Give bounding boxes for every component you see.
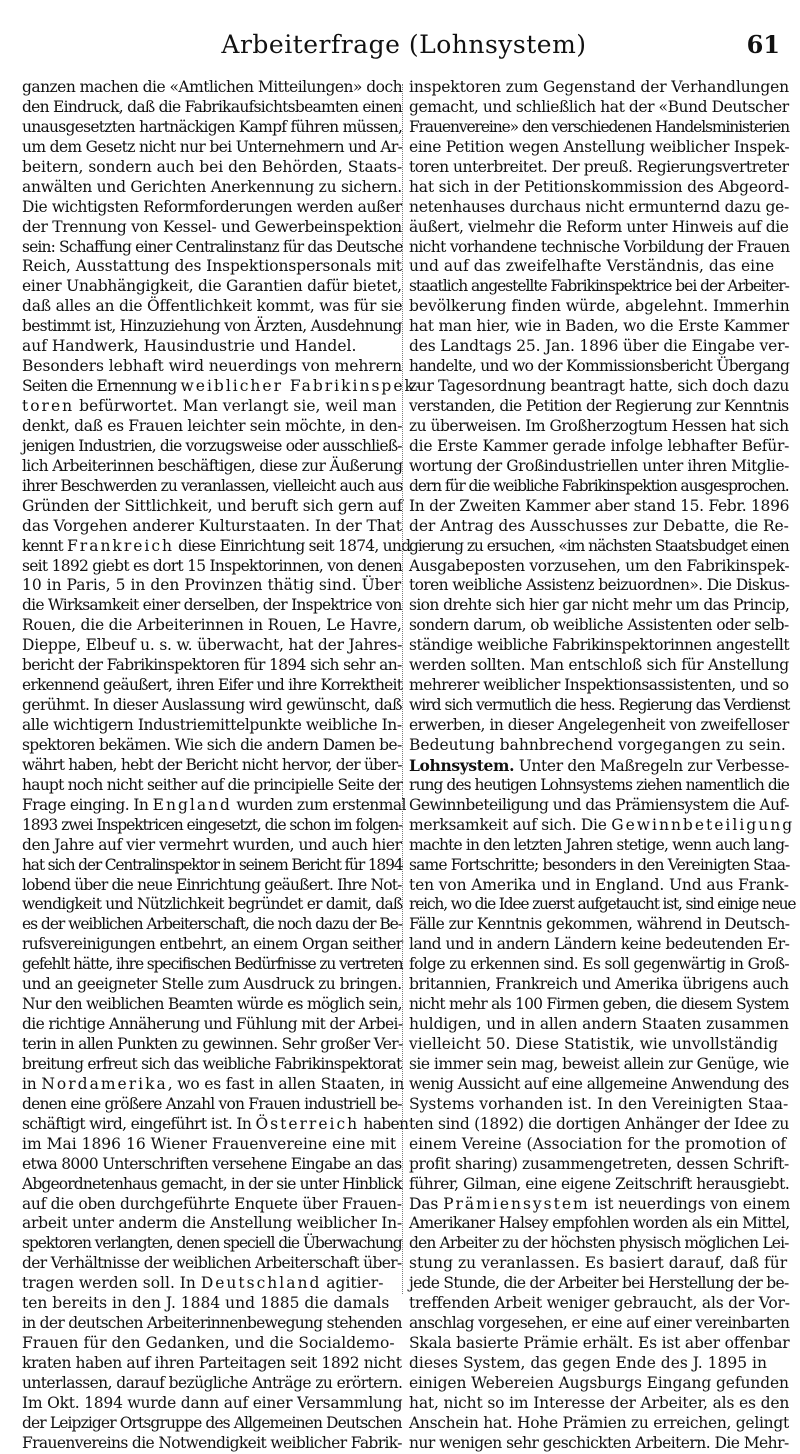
- text-line: mehrerer weiblicher Inspektionsassistenten, und so: [409, 676, 789, 695]
- text-line: erwerben, in dieser Angelegenheit von zweifelloser: [409, 716, 789, 734]
- page-number: 61: [746, 30, 780, 59]
- text-line: bericht der Fabrikinspektoren für 1894 sich sehr an-: [22, 656, 402, 675]
- text-line: führer, Gilman, eine eigene Zeitschrift herausgiebt.: [409, 1174, 790, 1193]
- text-line: Im Okt. 1894 wurde dann auf einer Versammlung: [22, 1393, 403, 1412]
- text-line: same Fortschritte; besonders in den Vereinigten Staa-: [409, 855, 790, 874]
- emphasized-term: Nordamerika: [41, 1074, 168, 1093]
- text-line: einem Vereine (Association for the promotion of: [409, 1134, 787, 1153]
- text-line: gefehlt hätte, ihre specifischen Bedürfnisse zu vertreten: [22, 955, 403, 974]
- running-title: Arbeiterfrage (Lohnsystem): [221, 30, 587, 59]
- text-line: toren unterbreitet. Der preuß. Regierungsvertreter: [409, 157, 789, 176]
- left-text-column: [22, 78, 423, 1454]
- text-line: den Arbeiter zu der höchsten physisch möglichen Lei-: [409, 1234, 789, 1253]
- emphasized-term: Deutschland: [200, 1274, 322, 1293]
- text-line: seit 1892 giebt es dort 15 Inspektorinnen, von denen: [22, 556, 402, 575]
- text-line: es der weiblichen Arbeiterschaft, die noch dazu der Be-: [22, 915, 402, 934]
- text-line: netenhauses durchaus nicht ermunternd dazu ge-: [409, 197, 790, 216]
- text-line: Gewinnbeteiligung und das Prämiensystem die Auf-: [409, 795, 789, 814]
- text-line: zu überweisen. Im Großherzogtum Hessen hat sich: [409, 416, 789, 435]
- text-line: Anschein hat. Hohe Prämien zu erreichen, gelingt: [409, 1413, 789, 1432]
- text-line: machte in den letzten Jahren stetige, wenn auch lang-: [409, 835, 789, 854]
- text-line: und an geeigneter Stelle zum Ausdruck zu bringen.: [22, 975, 402, 994]
- text-line: anwälten und Gerichten Anerkennung zu sichern.: [22, 177, 402, 196]
- text-line: britannien, Frankreich und Amerika übrigens auch: [409, 975, 789, 994]
- text-line: haupt noch nicht seither auf die principielle Seite der: [22, 775, 403, 794]
- text-line: hat sich in der Petitionskommission des Abgeord-: [409, 177, 789, 196]
- text-line: anschlag vorgesehen, er eine auf einer vereinbarten: [409, 1314, 790, 1333]
- text-line: kennt Frankreich diese Einrichtung seit 1874, und: [22, 536, 411, 555]
- text-line: Frauen für den Gedanken, und die Socialdemo-: [22, 1334, 395, 1353]
- text-line: unausgesetzten hartnäckigen Kampf führen müssen,: [22, 117, 403, 136]
- text-line: ihrer Beschwerden zu veranlassen, vielleicht auch aus: [22, 476, 403, 495]
- text-line: der Leipziger Ortsgruppe des Allgemeinen Deutschen: [22, 1413, 402, 1432]
- text-line: arbeit unter anderm die Anstellung weiblicher In-: [22, 1214, 402, 1233]
- text-line: in Nordamerika, wo es fast in allen Staaten, in: [22, 1074, 405, 1093]
- text-line: 1893 zwei Inspektricen eingesetzt, die schon im folgen-: [22, 815, 403, 834]
- text-line: terin in allen Punkten zu gewinnen. Sehr großer Ver-: [22, 1035, 403, 1053]
- emphasized-term: Prämiensystem: [443, 1194, 590, 1213]
- text-line: Abgeordnetenhaus gemacht, in der sie unter Hinblick: [22, 1174, 402, 1193]
- emphasized-term: England: [152, 795, 232, 814]
- text-line: jenigen Industrien, die vorzugsweise oder ausschließ-: [22, 436, 402, 455]
- text-line: 10 in Paris, 5 in den Provinzen thätig sind. Über: [22, 576, 402, 595]
- text-line: Fälle zur Kenntnis gekommen, während in Deutsch-: [409, 915, 790, 934]
- text-line: Ausgabeposten vorzusehen, um den Fabrikinspek-: [409, 556, 790, 575]
- text-line: wird sich vermutlich die hess. Regierung das Verdienst: [409, 696, 790, 715]
- text-line: vielleicht 50. Diese Statistik, wie unvollständig: [409, 1035, 779, 1053]
- text-line: ständige weibliche Fabrikinspektorinnen angestellt: [409, 636, 790, 655]
- text-line: nur wenigen sehr geschickten Arbeitern. Die Mehr-: [409, 1433, 789, 1452]
- text-line: wortung der Großindustriellen unter ihren Mitglie-: [409, 456, 789, 475]
- text-line: gemacht, und schließlich hat der «Bund Deutscher: [409, 97, 789, 116]
- text-line: spektoren verlangten, denen speciell die Überwachung: [22, 1234, 402, 1253]
- text-line: der Verhältnisse der weiblichen Arbeiterschaft über-: [22, 1254, 402, 1273]
- text-line: einigen Webereien Augsburgs Eingang gefunden: [409, 1373, 789, 1392]
- text-line: Gründen der Sittlichkeit, und beruft sich gern auf: [22, 496, 403, 515]
- text-line: merksamkeit auf sich. Die Gewinnbeteiligung: [409, 815, 795, 834]
- text-line: zur Tagesordnung beantragt hatte, sich doch dazu: [409, 377, 790, 396]
- emphasized-term: toren: [22, 397, 75, 415]
- text-line: und auf das zweifelhafte Verständnis, das eine: [409, 257, 775, 276]
- text-line: beitern, sondern auch bei den Behörden, Staats-: [22, 157, 403, 176]
- text-line: auf Handwerk, Hausindustrie und Handel.: [22, 337, 357, 356]
- text-line: bevölkerung finden würde, abgelehnt. Immerhin: [409, 297, 790, 316]
- text-line: hat man hier, wie in Baden, wo die Erste Kammer: [409, 317, 789, 336]
- text-line: ten sind (1892) die dortigen Anhänger der Idee zu: [409, 1114, 790, 1133]
- right-text-column: [409, 78, 796, 1454]
- text-line: Das Prämiensystem ist neuerdings von einem: [409, 1194, 791, 1213]
- text-line: äußert, vielmehr die Reform unter Hinweis auf die: [409, 217, 789, 236]
- text-line: inspektoren zum Gegenstand der Verhandlungen: [409, 78, 790, 96]
- text-line: dieses System, das gegen Ende des J. 1895 in: [409, 1354, 767, 1372]
- text-line: verstanden, die Petition der Regierung zur Kenntnis: [409, 397, 789, 415]
- text-line: hat sich der Centralinspektor in seinem Bericht für 1894: [22, 855, 403, 874]
- text-line: der Antrag des Ausschusses zur Debatte, die Re-: [409, 516, 789, 535]
- text-line: wenig Aussicht auf eine allgemeine Anwendung des: [409, 1074, 789, 1093]
- text-line: ten bereits in den J. 1884 und 1885 die damals: [22, 1294, 390, 1313]
- text-line: Nur den weiblichen Beamten würde es möglich sein,: [22, 995, 402, 1014]
- text-line: etwa 8000 Unterschriften versehene Eingabe an das: [22, 1154, 402, 1173]
- text-line: die Wirksamkeit einer derselben, der Inspektrice von: [22, 596, 402, 615]
- text-line: schäftigt wird, eingeführt ist. In Österreich haben: [22, 1114, 409, 1133]
- text-line: Die wichtigsten Reformforderungen werden außer: [22, 197, 402, 216]
- text-line: kraten haben auf ihren Parteitagen seit 1892 nicht: [22, 1354, 402, 1372]
- text-line: gerühmt. In dieser Auslassung wird gewünscht, daß: [22, 696, 402, 715]
- text-line: eine Petition wegen Anstellung weiblicher Inspek-: [409, 137, 790, 156]
- text-line: toren weibliche Assistenz beizuordnen». Die Diskus-: [409, 576, 790, 595]
- text-line: nicht mehr als 100 Firmen geben, die diesem System: [409, 995, 789, 1014]
- text-line: in der deutschen Arbeiterinnenbewegung stehenden: [22, 1314, 402, 1333]
- text-line: währt haben, hebt der Bericht nicht hervor, der über-: [22, 755, 402, 774]
- text-line: staatlich angestellte Fabrikinspektrice bei der Arbeiter-: [409, 277, 789, 296]
- text-line: nicht vorhandene technische Vorbildung der Frauen: [409, 237, 790, 256]
- text-line: Frauenvereine» den verschiedenen Handelsministerien: [409, 117, 790, 136]
- text-line: unterlassen, darauf bezügliche Anträge zu erörtern.: [22, 1373, 403, 1392]
- text-line: tragen werden soll. In Deutschland agitier-: [22, 1274, 384, 1293]
- text-line: toren befürwortet. Man verlangt sie, weil man: [22, 397, 397, 415]
- text-line: denkt, daß es Frauen leichter sein möchte, in den-: [22, 416, 403, 435]
- text-line: huldigen, und in allen andern Staaten zusammen: [409, 1015, 789, 1034]
- text-line: Lohnsystem. Unter den Maßregeln zur Verbesse-: [409, 755, 790, 775]
- text-line: sein: Schaffung einer Centralinstanz für das Deutsche: [22, 237, 403, 256]
- text-line: In der Zweiten Kammer aber stand 15. Febr. 1896: [409, 496, 790, 515]
- text-line: Rouen, die die Arbeiterinnen in Rouen, Le Havre,: [22, 616, 402, 635]
- text-line: handelte, und wo der Kommissionsbericht Übergang: [409, 357, 790, 376]
- text-line: daß alles an die Öffentlichkeit kommt, was für sie: [22, 297, 403, 316]
- text-line: der Trennung von Kessel- und Gewerbeinspektion: [22, 217, 402, 236]
- text-line: einer Unabhängigkeit, die Garantien dafür bietet,: [22, 277, 402, 296]
- text-line: stung zu veranlassen. Es basiert darauf, daß für: [409, 1254, 788, 1273]
- text-line: die richtige Annäherung und Fühlung mit der Arbei-: [22, 1015, 403, 1034]
- text-line: dern für die weibliche Fabrikinspektion ausgesprochen.: [409, 476, 789, 495]
- text-line: Dieppe, Elbeuf u. s. w. überwacht, hat der Jahres-: [22, 636, 403, 655]
- emphasized-term: Frankreich: [67, 536, 175, 555]
- text-line: Frauenvereins die Notwendigkeit weiblicher Fabrik-: [22, 1433, 402, 1452]
- text-line: sondern darum, ob weibliche Assistenten oder selb-: [409, 616, 789, 635]
- text-line: Systems vorhanden ist. In den Vereinigten Staa-: [409, 1094, 789, 1113]
- text-line: ganzen machen die «Amtlichen Mitteilungen» doch: [22, 78, 403, 96]
- text-line: gierung zu ersuchen, «im nächsten Staatsbudget einen: [409, 536, 789, 555]
- emphasized-term: Österreich: [255, 1114, 360, 1133]
- text-line: ten von Amerika und in England. Und aus Frank-: [409, 875, 789, 894]
- text-line: rung des heutigen Lohnsystems ziehen namentlich die: [409, 775, 789, 794]
- text-line: lich Arbeiterinnen beschäftigen, diese zur Äußerung: [22, 456, 403, 475]
- text-line: folge zu erkennen sind. Es soll gegenwärtig in Groß-: [409, 955, 790, 974]
- text-line: denen eine größere Anzahl von Frauen industriell be-: [22, 1094, 402, 1113]
- text-line: Besonders lebhaft wird neuerdings von mehrern: [22, 357, 403, 376]
- text-line: um dem Gesetz nicht nur bei Unternehmern und Ar-: [22, 137, 403, 156]
- text-line: Seiten die Ernennung weiblicher Fabrikinspek-: [22, 377, 423, 396]
- text-line: breitung erfreut sich das weibliche Fabrikinspektorat: [22, 1054, 402, 1073]
- text-line: Reich, Ausstattung des Inspektionspersonals mit: [22, 257, 402, 276]
- text-line: sion drehte sich hier gar nicht mehr um das Princip,: [409, 596, 790, 615]
- text-line: bestimmt ist, Hinzuziehung von Ärzten, Ausdehnung: [22, 317, 402, 336]
- text-line: profit sharing) zusammengetreten, dessen Schrift-: [409, 1154, 789, 1173]
- text-line: spektoren bekämen. Wie sich die andern Damen be-: [22, 735, 402, 754]
- page-header: [24, 30, 784, 70]
- text-line: sie immer sein mag, beweist allein zur Genüge, wie: [409, 1054, 789, 1073]
- text-line: alle wichtigern Industriemittelpunkte weibliche In-: [22, 716, 402, 734]
- text-line: das Vorgehen anderer Kulturstaaten. In der That: [22, 516, 402, 535]
- text-line: rufsvereinigungen entbehrt, an einem Organ seither: [22, 935, 403, 954]
- text-line: den Jahre auf vier vermehrt wurden, und auch hier: [22, 835, 402, 854]
- text-line: des Landtags 25. Jan. 1896 über die Eingabe ver-: [409, 337, 790, 356]
- text-line: land und in andern Ländern keine bedeutenden Er-: [409, 935, 790, 954]
- text-line: Skala basierte Prämie erhält. Es ist aber offenbar: [409, 1334, 790, 1353]
- text-line: hat, nicht so im Interesse der Arbeiter, als es den: [409, 1393, 790, 1412]
- text-line: den Eindruck, daß die Fabrikaufsichtsbeamten einen: [22, 97, 402, 116]
- text-line: Frage einging. In England wurden zum erstenmal: [22, 795, 406, 814]
- text-line: die Erste Kammer gerade infolge lebhafter Befür-: [409, 436, 790, 455]
- text-line: wendigkeit und Nützlichkeit begründet er damit, daß: [22, 895, 403, 914]
- text-line: erkennend geäußert, ihren Eifer und ihre Korrektheit: [22, 676, 403, 695]
- emphasized-term: Gewinnbeteiligung: [611, 815, 795, 834]
- emphasized-term: weiblicher Fabrikinspek-: [180, 377, 423, 396]
- text-line: auf die oben durchgeführte Enquete über Frauen-: [22, 1194, 402, 1213]
- text-line: lobend über die neue Einrichtung geäußert. Ihre Not-: [22, 875, 402, 894]
- text-line: werden sollten. Man entschloß sich für Anstellung: [409, 656, 789, 675]
- text-line: im Mai 1896 16 Wiener Frauenvereine eine mit: [22, 1134, 397, 1153]
- text-line: treffenden Arbeit weniger gebraucht, als der Vor-: [409, 1294, 790, 1313]
- text-line: jede Stunde, die der Arbeiter bei Herstellung der be-: [409, 1274, 789, 1293]
- text-line: reich, wo die Idee zuerst aufgetaucht ist, sind einige neue: [409, 895, 796, 914]
- column-divider: [402, 84, 403, 1294]
- text-line: Bedeutung bahnbrechend vorgegangen zu sein.: [409, 735, 786, 754]
- text-line: Amerikaner Halsey empfohlen worden als ein Mittel,: [409, 1214, 790, 1233]
- emphasized-term: Lohnsystem.: [409, 755, 515, 775]
